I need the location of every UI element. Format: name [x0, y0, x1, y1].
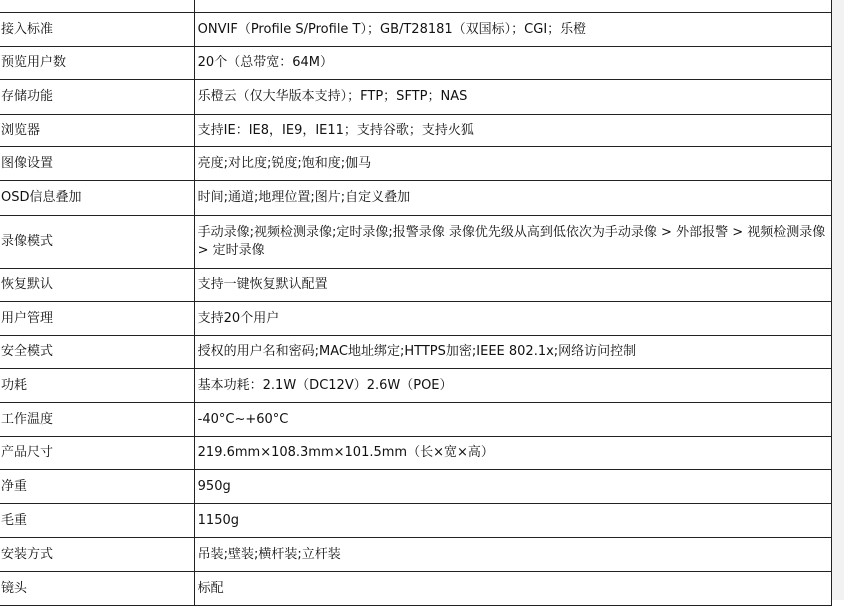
row-value [194, 0, 831, 13]
row-value: 基本功耗：2.1W（DC12V）2.6W（POE） [194, 369, 831, 403]
row-label: 净重 [0, 470, 194, 504]
row-label: 接入标准 [0, 13, 194, 47]
row-value: 时间;通道;地理位置;图片;自定义叠加 [194, 181, 831, 216]
row-value: -40°C~+60°C [194, 403, 831, 437]
row-label: 浏览器 [0, 115, 194, 147]
row-value: 20个（总带宽：64M） [194, 47, 831, 80]
table-row [0, 0, 832, 13]
row-label: 安装方式 [0, 538, 194, 572]
table-row [0, 147, 832, 181]
row-label: OSD信息叠加 [0, 181, 194, 216]
row-value: 950g [194, 470, 831, 504]
table-row [0, 302, 832, 336]
row-value: 吊装;壁装;横杆装;立杆装 [194, 538, 831, 572]
row-label: 图像设置 [0, 147, 194, 181]
table-row [0, 437, 832, 470]
table-row [0, 403, 832, 437]
row-label: 工作温度 [0, 403, 194, 437]
table-row [0, 13, 832, 47]
row-value: 授权的用户名和密码;MAC地址绑定;HTTPS加密;IEEE 802.1x;网络访问控制 [194, 336, 831, 369]
table-row [0, 181, 832, 216]
row-value: 支持一键恢复默认配置 [194, 269, 831, 302]
table-row [0, 269, 832, 302]
row-label: 产品尺寸 [0, 437, 194, 470]
row-label: 用户管理 [0, 302, 194, 336]
table-row [0, 80, 832, 115]
page-margin [832, 0, 844, 600]
row-value: 219.6mm×108.3mm×101.5mm（长×宽×高） [194, 437, 831, 470]
row-label: 镜头 [0, 572, 194, 606]
row-label [0, 0, 194, 13]
row-label: 毛重 [0, 504, 194, 538]
row-label: 预览用户数 [0, 47, 194, 80]
row-label: 存储功能 [0, 80, 194, 115]
row-label: 功耗 [0, 369, 194, 403]
row-value: 标配 [194, 572, 831, 606]
table-row [0, 336, 832, 369]
table-row [0, 572, 832, 606]
row-label: 恢复默认 [0, 269, 194, 302]
row-value: ONVIF（Profile S/Profile T）；GB/T28181（双国标）；CGI；乐橙 [194, 13, 831, 47]
row-value: 乐橙云（仅大华版本支持）；FTP；SFTP；NAS [194, 80, 831, 115]
row-value: 手动录像;视频检测录像;定时录像;报警录像 录像优先级从高到低依次为手动录像 > 外部报警 > 视频检测录像 > 定时录像 [194, 216, 831, 269]
table-row [0, 369, 832, 403]
table-row [0, 470, 832, 504]
row-value: 支持IE：IE8，IE9，IE11；支持谷歌；支持火狐 [194, 115, 831, 147]
row-value: 1150g [194, 504, 831, 538]
row-value: 亮度;对比度;锐度;饱和度;伽马 [194, 147, 831, 181]
table-row [0, 47, 832, 80]
table-row [0, 115, 832, 147]
row-label: 安全模式 [0, 336, 194, 369]
row-value: 支持20个用户 [194, 302, 831, 336]
table-row [0, 216, 832, 269]
table-row [0, 538, 832, 572]
row-label: 录像模式 [0, 216, 194, 269]
table-row [0, 504, 832, 538]
